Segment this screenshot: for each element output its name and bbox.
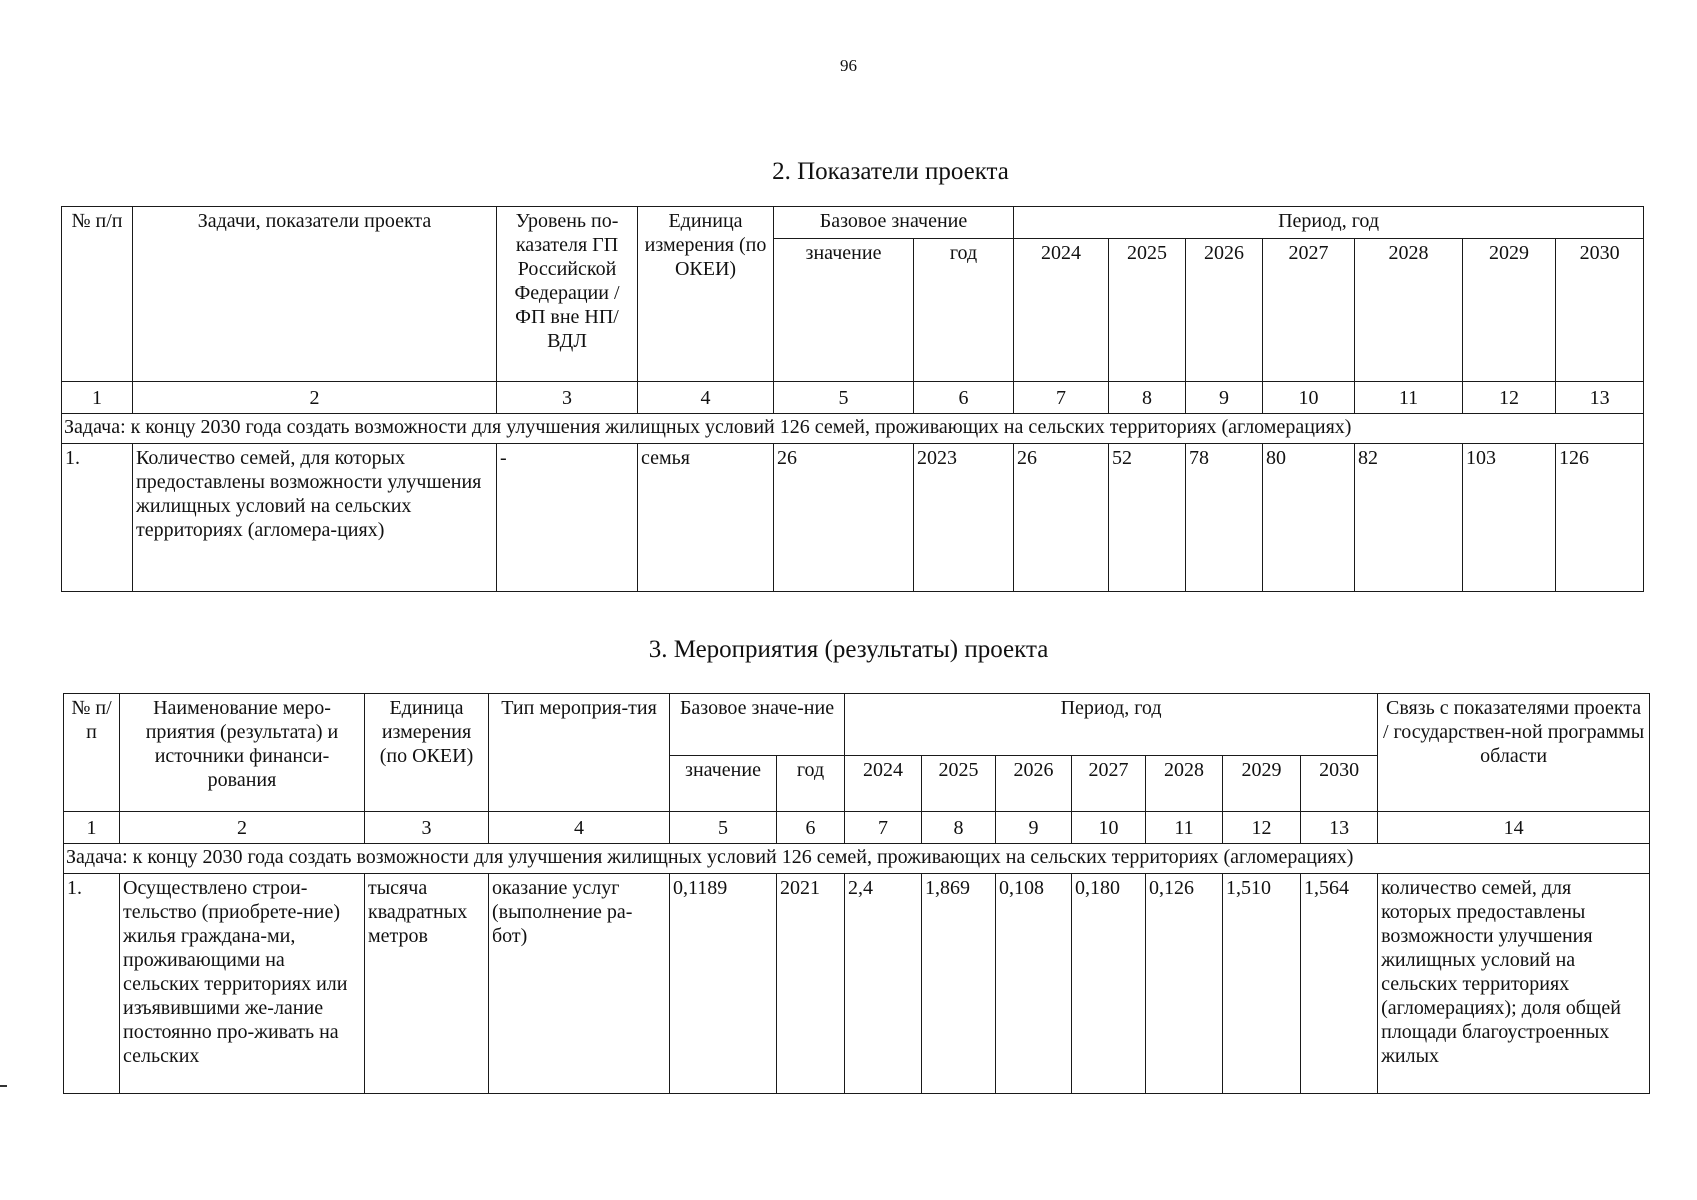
header-year: 2027 xyxy=(1263,239,1355,382)
column-number: 5 xyxy=(670,812,777,844)
activity-type: оказание услуг (выполнение ра-бот) xyxy=(489,874,670,1094)
row-num: 1. xyxy=(62,444,133,592)
table-row xyxy=(62,444,1644,592)
column-number: 4 xyxy=(489,812,670,844)
column-number: 8 xyxy=(922,812,996,844)
header-name: Наименование меро-приятия (результата) и источники финанси-рования xyxy=(120,694,365,812)
base-year: 2021 xyxy=(777,874,845,1094)
header-tasks: Задачи, показатели проекта xyxy=(133,207,497,382)
header-year: 2028 xyxy=(1355,239,1463,382)
column-number: 11 xyxy=(1146,812,1223,844)
year-value: 1,510 xyxy=(1223,874,1301,1094)
header-base: Базовое значение xyxy=(774,207,1014,239)
header-year: 2030 xyxy=(1301,756,1378,812)
column-number: 13 xyxy=(1301,812,1378,844)
base-value: 26 xyxy=(774,444,914,592)
column-number: 3 xyxy=(497,382,638,414)
header-unit: Единица измерения (по ОКЕИ) xyxy=(365,694,489,812)
column-number: 7 xyxy=(1014,382,1109,414)
indicator-level: - xyxy=(497,444,638,592)
column-number: 8 xyxy=(1109,382,1186,414)
task-row: Задача: к концу 2030 года создать возможности для улучшения жилищных условий 126 семей, проживающих на сельских территориях (агломерациях) xyxy=(62,414,1644,444)
year-value: 2,4 xyxy=(845,874,922,1094)
header-period: Период, год xyxy=(1014,207,1644,239)
column-number: 5 xyxy=(774,382,914,414)
column-number: 12 xyxy=(1223,812,1301,844)
column-number: 9 xyxy=(1186,382,1263,414)
year-value: 0,126 xyxy=(1146,874,1223,1094)
column-number: 12 xyxy=(1463,382,1556,414)
header-year: 2024 xyxy=(1014,239,1109,382)
indicator-unit: семья xyxy=(638,444,774,592)
year-value: 80 xyxy=(1263,444,1355,592)
activity-unit: тысяча квадратных метров xyxy=(365,874,489,1094)
margin-mark xyxy=(0,1085,7,1087)
header-level: Уровень по-казателя ГП Российской Федерации /ФП вне НП/ВДЛ xyxy=(497,207,638,382)
column-number: 10 xyxy=(1263,382,1355,414)
header-base-value: значение xyxy=(670,756,777,812)
base-value: 0,1189 xyxy=(670,874,777,1094)
column-number: 2 xyxy=(120,812,365,844)
header-period: Период, год xyxy=(845,694,1378,756)
header-link: Связь с показателями проекта / государствен-ной программы области xyxy=(1378,694,1650,812)
header-type: Тип мероприя-тия xyxy=(489,694,670,812)
column-number: 4 xyxy=(638,382,774,414)
column-number: 14 xyxy=(1378,812,1650,844)
column-number: 10 xyxy=(1072,812,1146,844)
column-number: 9 xyxy=(996,812,1072,844)
activities-table xyxy=(63,693,1650,1094)
link-text: количество семей, для которых предоставлены возможности улучшения жилищных условий на сельских территориях (агломерациях); доля общей площади благоустроенных жилых xyxy=(1378,874,1650,1094)
column-number: 2 xyxy=(133,382,497,414)
header-year: 2027 xyxy=(1072,756,1146,812)
column-number: 11 xyxy=(1355,382,1463,414)
header-base-year: год xyxy=(914,239,1014,382)
indicator-name: Количество семей, для которых предоставлены возможности улучшения жилищных условий на сельских территориях (агломера-циях) xyxy=(133,444,497,592)
header-year: 2026 xyxy=(996,756,1072,812)
header-year: 2025 xyxy=(922,756,996,812)
header-unit: Единица измерения (по ОКЕИ) xyxy=(638,207,774,382)
year-value: 126 xyxy=(1556,444,1644,592)
activity-name: Осуществлено строи-тельство (приобрете-ние) жилья граждана-ми, проживающими на сельских территориях или изъявившими же-лание постоянно про-живать на сельских xyxy=(120,874,365,1094)
header-base-value: значение xyxy=(774,239,914,382)
header-year: 2028 xyxy=(1146,756,1223,812)
task-row: Задача: к концу 2030 года создать возможности для улучшения жилищных условий 126 семей, проживающих на сельских территориях (агломерациях) xyxy=(64,844,1650,874)
table-row xyxy=(64,874,1650,1094)
header-base: Базовое значе-ние xyxy=(670,694,845,756)
section-3-title: 3. Мероприятия (результаты) проекта xyxy=(648,636,1049,663)
header-num: № п/п xyxy=(62,207,133,382)
column-number: 1 xyxy=(62,382,133,414)
year-value: 26 xyxy=(1014,444,1109,592)
section-2-title: 2. Показатели проекта xyxy=(772,158,1009,185)
column-number: 6 xyxy=(914,382,1014,414)
column-number: 1 xyxy=(64,812,120,844)
header-base-year: год xyxy=(777,756,845,812)
year-value: 0,180 xyxy=(1072,874,1146,1094)
page-number: 96 xyxy=(840,56,857,75)
year-value: 1,564 xyxy=(1301,874,1378,1094)
year-value: 0,108 xyxy=(996,874,1072,1094)
column-number: 13 xyxy=(1556,382,1644,414)
header-year: 2029 xyxy=(1223,756,1301,812)
base-year: 2023 xyxy=(914,444,1014,592)
column-number: 7 xyxy=(845,812,922,844)
indicators-table xyxy=(61,206,1644,592)
column-number: 6 xyxy=(777,812,845,844)
year-value: 52 xyxy=(1109,444,1186,592)
header-num: № п/п xyxy=(64,694,120,812)
year-value: 103 xyxy=(1463,444,1556,592)
column-number: 3 xyxy=(365,812,489,844)
header-year: 2030 xyxy=(1556,239,1644,382)
year-value: 1,869 xyxy=(922,874,996,1094)
header-year: 2026 xyxy=(1186,239,1263,382)
year-value: 78 xyxy=(1186,444,1263,592)
header-year: 2024 xyxy=(845,756,922,812)
header-year: 2029 xyxy=(1463,239,1556,382)
row-num: 1. xyxy=(64,874,120,1094)
header-year: 2025 xyxy=(1109,239,1186,382)
year-value: 82 xyxy=(1355,444,1463,592)
